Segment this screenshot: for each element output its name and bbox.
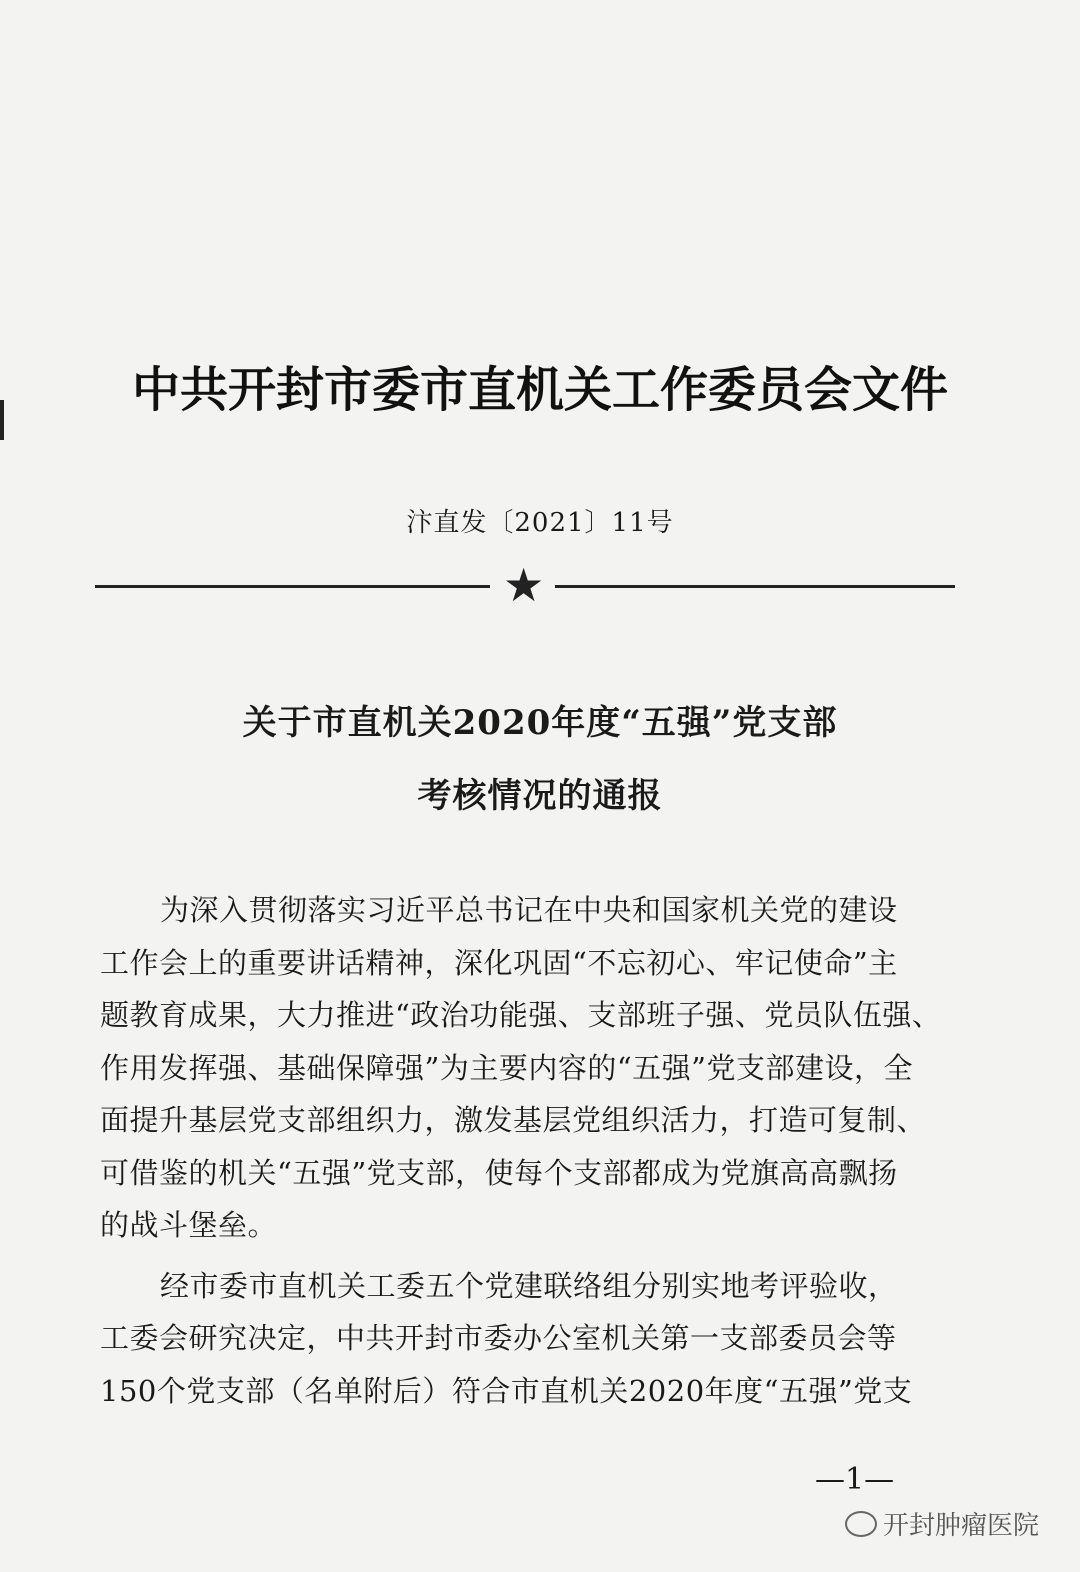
paragraph-2	[100, 1260, 960, 1418]
paragraph-1	[100, 884, 960, 1252]
text-line: 工作会上的重要讲话精神，深化巩固“不忘初心、牢记使命”主	[100, 945, 898, 980]
notice-title-line-1: 关于市直机关2020年度“五强”党支部	[242, 703, 838, 743]
text-line: 为深入贯彻落实习近平总书记在中央和国家机关党的建设	[160, 893, 898, 927]
document-header-title: 中共开封市委市直机关工作委员会文件	[131, 362, 948, 418]
text-line: 可借鉴的机关“五强”党支部，使每个支部都成为党旗高高飘扬	[100, 1155, 898, 1190]
text-line: 题教育成果，大力推进“政治功能强、支部班子强、党员队伍强、	[100, 998, 942, 1032]
header-rule-right	[555, 585, 955, 588]
scan-edge-mark	[0, 400, 4, 440]
notice-title-line-2: 考核情况的通报	[417, 776, 663, 816]
text-line: 工委会研究决定，中共开封市委办公室机关第一支部委员会等	[100, 1321, 897, 1355]
body-text	[100, 884, 960, 1417]
document-number: 汴直发〔2021〕11号	[406, 508, 674, 538]
text-line: 经市委市直机关工委五个党建联络组分别实地考评验收，	[160, 1268, 898, 1303]
page-number: —1—	[815, 1462, 895, 1497]
text-line: 150个党支部（名单附后）符合市直机关2020年度“五强”党支	[100, 1373, 913, 1408]
text-line: 面提升基层党支部组织力，激发基层党组织活力，打造可复制、	[100, 1103, 927, 1137]
wechat-icon	[845, 1511, 877, 1537]
watermark-text: 开封肿瘤医院	[883, 1511, 1040, 1541]
watermark	[845, 1505, 1039, 1542]
star-icon: ★	[503, 558, 545, 612]
header-rule-left	[95, 585, 490, 588]
text-line: 的战斗堡垒。	[100, 1208, 278, 1242]
text-line: 作用发挥强、基础保障强”为主要内容的“五强”党支部建设，全	[100, 1050, 913, 1085]
